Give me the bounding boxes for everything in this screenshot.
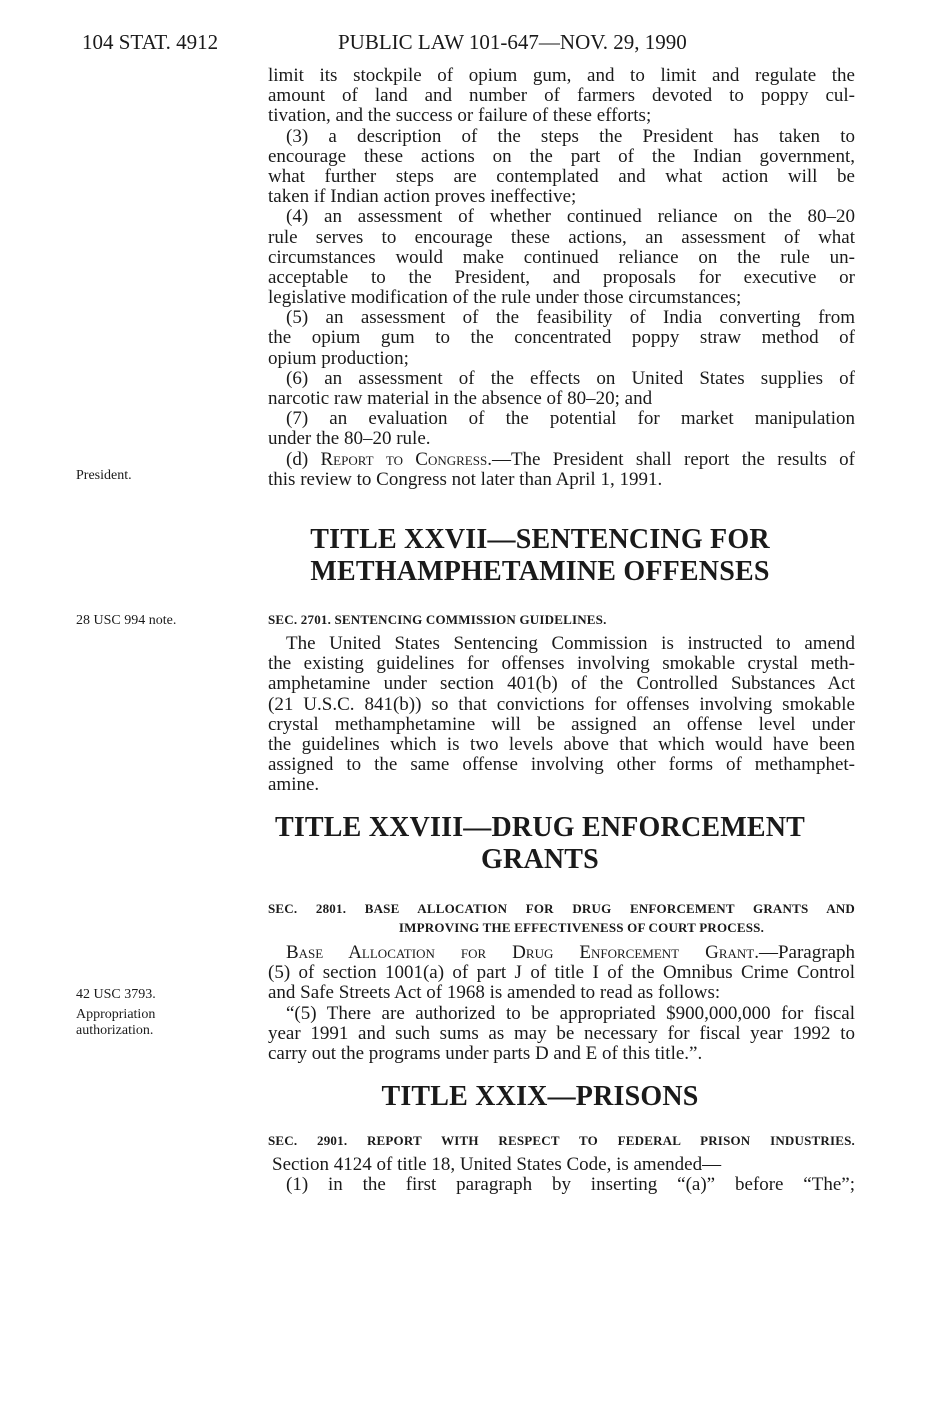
text-line: what further steps are contemplated and what action will be xyxy=(268,166,855,187)
title-line: TITLE XXVII—SENTENCING FOR xyxy=(310,524,770,555)
text-line: opium production; xyxy=(268,348,409,369)
section-text xyxy=(268,1155,855,1195)
text-line: circumstances would make continued reliance on the rule un- xyxy=(268,247,855,268)
text-line: tivation, and the success or failure of these efforts; xyxy=(268,106,652,127)
text-line: taken if Indian action proves ineffective; xyxy=(268,187,577,208)
text-line: the guidelines which is two levels above that which would have been xyxy=(268,734,855,755)
text-line: (5) an assessment of the feasibility of India converting from xyxy=(286,308,855,329)
margin-note: authorization. xyxy=(76,1023,154,1038)
title-line: METHAMPHETAMINE OFFENSES xyxy=(310,556,770,587)
review-items xyxy=(268,66,855,490)
title-heading xyxy=(240,524,840,588)
text-line: legislative modification of the rule under those circumstances; xyxy=(268,288,742,309)
text-line: (6) an assessment of the effects on United States supplies of xyxy=(286,368,855,389)
text-line: The United States Sentencing Commission is instructed to amend xyxy=(286,634,855,654)
section-heading: SEC. 2801. BASE ALLOCATION FOR DRUG ENFORCEMENT GRANTS AND xyxy=(268,901,855,916)
text-line: assigned to the same offense involving other forms of methamphet- xyxy=(268,755,855,776)
paragraph-heading: Base Allocation for Drug Enforcement Grant xyxy=(286,943,755,963)
text-line: crystal methamphetamine will be assigned an offense level under xyxy=(268,714,855,735)
title-heading: TITLE XXIX—PRISONS xyxy=(381,1081,699,1112)
title-heading xyxy=(240,812,840,876)
text-line: and Safe Streets Act of 1968 is amended to read as follows: xyxy=(268,983,721,1004)
text-line: (3) a description of the steps the President has taken to xyxy=(286,126,855,147)
margin-note: 42 USC 3793. xyxy=(76,987,156,1002)
text-line: acceptable to the President, and proposals for executive or xyxy=(268,267,855,288)
margin-note: 28 USC 994 note. xyxy=(76,613,177,628)
text-line: encourage these actions on the part of the Indian government, xyxy=(268,146,855,167)
text-line: (1) in the first paragraph by inserting “(a)” before “The”; xyxy=(286,1175,855,1196)
text-line: amount of land and number of farmers devoted to poppy cul- xyxy=(268,86,855,107)
title-line: GRANTS xyxy=(481,844,599,875)
text-line: (21 U.S.C. 841(b)) so that convictions for offenses involving smokable xyxy=(268,694,855,715)
text-line: under the 80–20 rule. xyxy=(268,429,431,450)
text-line: (5) of section 1001(a) of part J of title I of the Omnibus Crime Control xyxy=(268,963,855,984)
text-line: the existing guidelines for offenses involving smokable crystal meth- xyxy=(268,654,855,675)
text-line: narcotic raw material in the absence of 80–20; and xyxy=(268,389,653,409)
running-title: PUBLIC LAW 101-647—NOV. 29, 1990 xyxy=(338,30,687,54)
text-line: carry out the programs under parts D and E of this title.”. xyxy=(268,1043,703,1064)
section-heading-cont: IMPROVING THE EFFECTIVENESS OF COURT PROCESS. xyxy=(398,920,765,935)
text-line: (4) an assessment of whether continued reliance on the 80–20 xyxy=(286,207,855,228)
text-line: amine. xyxy=(268,775,320,796)
text-line: (7) an evaluation of the potential for market manipulation xyxy=(286,409,855,430)
text: .—Paragraph xyxy=(754,943,855,963)
section-heading: SEC. 2701. SENTENCING COMMISSION GUIDELINES. xyxy=(268,612,607,627)
text-line: this review to Congress not later than April 1, 1991. xyxy=(268,469,663,490)
text-line: “(5) There are authorized to be appropriated $900,000,000 for fiscal xyxy=(286,1003,855,1024)
section-heading: SEC. 2901. REPORT WITH RESPECT TO FEDERAL PRISON INDUSTRIES. xyxy=(268,1133,855,1148)
margin-note: Appropriation xyxy=(76,1007,156,1022)
paragraph-heading: Report to Congress xyxy=(320,449,488,470)
page-number: 104 STAT. 4912 xyxy=(82,30,219,54)
text-line: rule serves to encourage these actions, an assessment of what xyxy=(268,227,855,248)
margin-note: President. xyxy=(76,468,132,483)
text-line xyxy=(268,943,855,963)
text-line: year 1991 and such sums as may be necessary for fiscal year 1992 to xyxy=(268,1023,855,1044)
text-line: Section 4124 of title 18, United States Code, is amended— xyxy=(272,1155,722,1175)
text-line: amphetamine under section 401(b) of the Controlled Substances Act xyxy=(268,674,855,695)
text: .—The President shall report the results of xyxy=(487,449,855,470)
report-to-congress-line xyxy=(268,450,855,470)
text: (d) xyxy=(286,449,321,470)
title-line: TITLE XXVIII—DRUG ENFORCEMENT xyxy=(274,812,806,843)
text-line: the opium gum to the concentrated poppy straw method of xyxy=(268,328,855,349)
section-text xyxy=(268,943,855,1064)
section-text xyxy=(268,634,855,796)
text-line: limit its stockpile of opium gum, and to limit and regulate the xyxy=(268,66,855,86)
